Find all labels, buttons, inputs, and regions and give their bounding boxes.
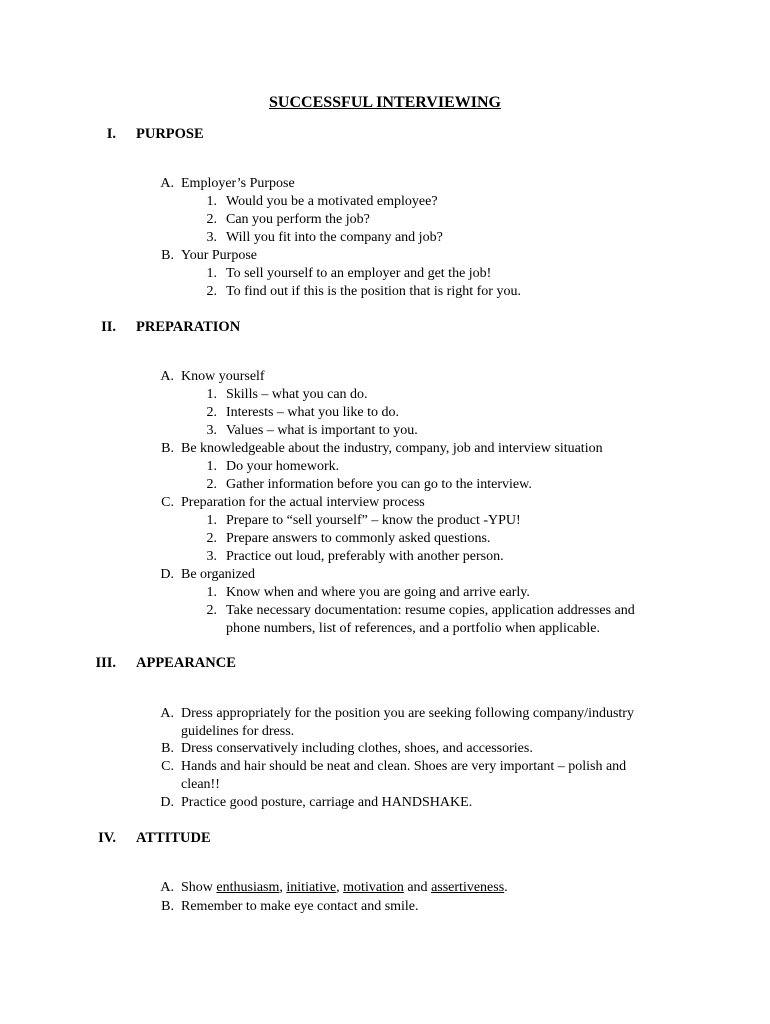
section-numeral: III.: [95, 655, 116, 671]
underlined-word: motivation: [343, 880, 404, 895]
document-page: SUCCESSFUL INTERVIEWING I. PURPOSE A. Employer’s Purpose 1. Would you be a motivated employee? 2. Can you perform the job? 3. Will you fit into the company and job? B. Your Purpose 1. To sell yourself to an employer and get the job! 2. To find out if this is the position that is right for you. II. PREPARATION A. Know yourself 1. Skills – what you can do. 2. Interests – what you like to do. 3. Values – what is important to you. B. Be knowledgeable about the industry, company, job and interview situation 1. Do your homework. 2. Gather information before you can go to the interview. C. Preparation for the actual interview process 1. Prepare to “sell yourself” – know the product -YPU! 2. Prepare answers to commonly asked questions. 3. Practice out loud, preferably with another person. D. Be organized 1. Know when and where you are going and arrive early. 2. Take necessary documentation: resume copies, application addresses and phone numbers, list of references, and a portfolio when applicable. III. APPEARANCE A. Dress appropriately for the position you are seeking following company/industry guidelines for dress. B. Dress conservatively including clothes, shoes, and accessories. C. Hands and hair should be neat and clean. Shoes are very important – polish and clean!! D. Practice good posture, carriage and HANDSHAKE. IV. ATTITUDE A. Show enthusiasm, initiative, motivation and assertiveness. B. Remember to make eye contact and smile.: [0, 0, 770, 1024]
section-heading: ATTITUDE: [136, 830, 211, 846]
underlined-word: initiative: [286, 880, 337, 895]
document-title: SUCCESSFUL INTERVIEWING: [269, 94, 501, 111]
section-heading: APPEARANCE: [136, 655, 236, 671]
section-numeral: I.: [106, 126, 116, 142]
section-heading: PURPOSE: [136, 126, 204, 142]
underlined-word: enthusiasm: [216, 880, 280, 895]
underlined-word: assertiveness: [431, 880, 505, 895]
section-numeral: II.: [101, 319, 116, 335]
section-heading: PREPARATION: [136, 319, 241, 335]
section-numeral: IV.: [98, 830, 116, 846]
